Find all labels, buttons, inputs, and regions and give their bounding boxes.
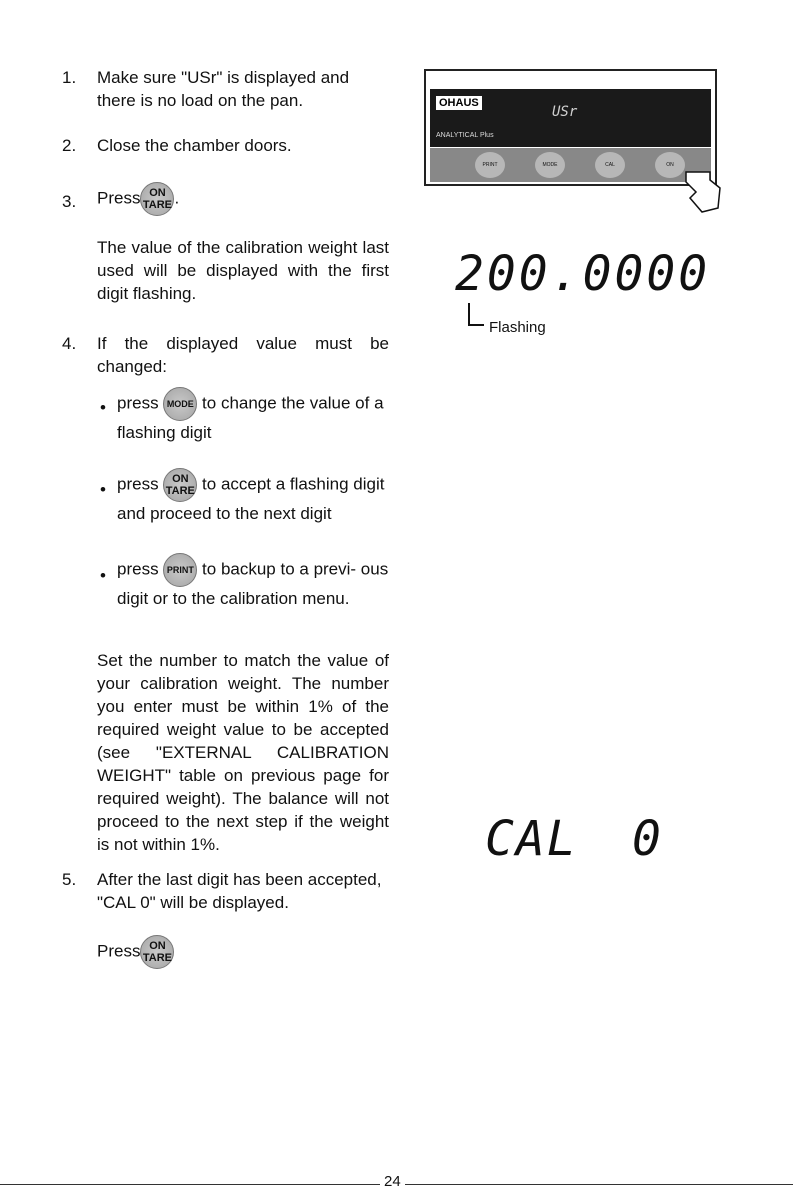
step-5-number: 5. [62,870,77,889]
print-button-icon: PRINT [163,553,197,587]
flashing-pointer [468,324,484,326]
press-label: Press [97,188,141,208]
step-3-text: The value of the calibration weight last used will be displayed with the first digit flashing. [97,238,389,303]
step-2-number: 2. [62,136,77,155]
bullet-dot: • [100,480,106,499]
print-key: PRINT [475,152,505,178]
cal-display-text: CAL [485,811,578,867]
flashing-pointer [468,303,470,325]
step-1-number: 1. [62,68,77,87]
step-4-intro: If the displayed value must be changed: [97,334,389,376]
flashing-label: Flashing [489,319,546,336]
step-4-number: 4. [62,334,77,353]
weight-display: 200.0000 [455,246,711,302]
on-tare-button-icon: ON TARE [163,468,197,502]
cal-display-zero: 0 [632,811,661,867]
bullet-dot: • [100,566,106,585]
bullet-on-tare: press ON TARE to accept a flashing digit and proceed to the next digit [117,468,392,525]
cal-key: CAL [595,152,625,178]
step-5-text: After the last digit has been accepted, "CAL 0" will be displayed. [97,870,382,912]
bullet-dot: • [100,398,106,417]
step-3-number: 3. [62,192,77,211]
step-1-text: Make sure "USr" is displayed and there is no load on the pan. [97,68,350,110]
step-2-text: Close the chamber doors. [97,136,292,155]
bullet-print: press PRINT to backup to a previ- ous digit or to the calibration menu. [117,553,392,610]
mode-key: MODE [535,152,565,178]
on-tare-button-icon: ON TARE [140,182,174,216]
step-3-press-line: Press ON TARE . [97,182,389,216]
key-row [430,148,711,182]
display-readout: USr [552,104,578,120]
bullet-mode: press MODE to change the value of a flashing digit [117,387,392,444]
model-label: ANALYTICAL Plus [436,132,494,139]
ohaus-logo: OHAUS [436,96,482,110]
step-4-paragraph: Set the number to match the value of your calibration weight. The number you enter must be within 1% of the required weight value to be accepted (see "EXTERNAL CALIBRATION WEIGHT" table on previous page for required weight). The balance will not proceed to the next step if the weight is not within 1%. [97,651,389,854]
step-5-press-line: Press ON TARE [97,935,389,969]
on-key: ON [655,152,685,178]
on-tare-button-icon: ON TARE [140,935,174,969]
display-panel [430,89,711,147]
page-number: 24 [380,1170,405,1193]
mode-button-icon: MODE [163,387,197,421]
pointing-hand-icon [680,168,724,218]
balance-illustration [424,69,717,186]
